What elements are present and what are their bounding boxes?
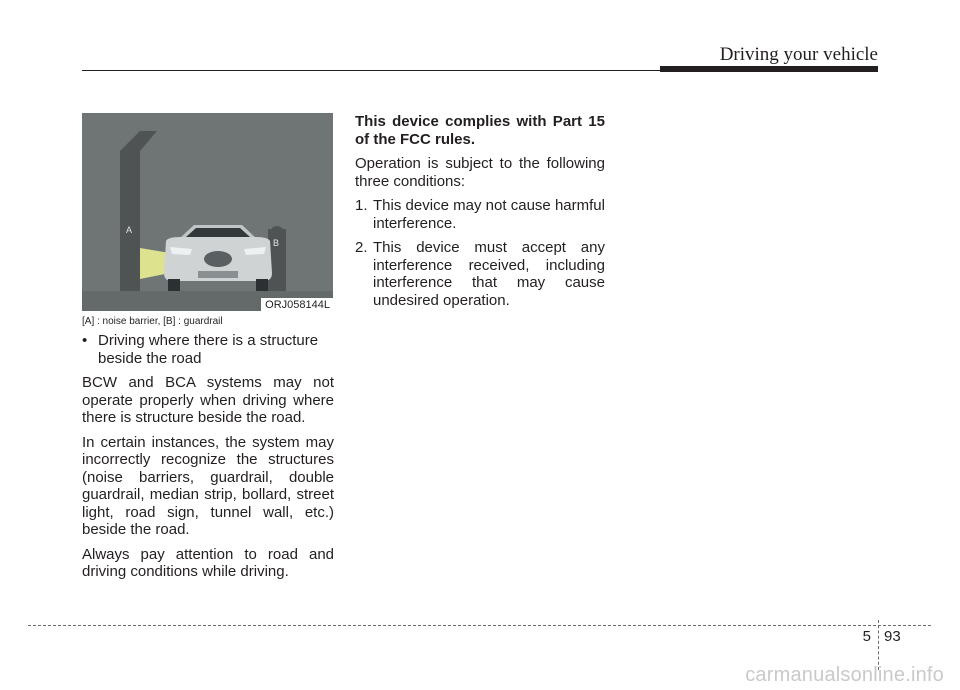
figure-caption: [A] : noise barrier, [B] : guardrail <box>82 316 223 327</box>
car-structure-illustration <box>82 113 333 311</box>
fcc-intro: Operation is subject to the following three conditions: <box>355 155 605 190</box>
right-column <box>355 113 605 316</box>
paragraph: BCW and BCA systems may not operate properly when driving where there is structure beside the road. <box>82 374 334 426</box>
list-item <box>355 239 605 309</box>
bullet-mark: • <box>82 332 88 349</box>
paragraph: In certain instances, the system may incorrectly recognize the structures (noise barriers, guardrail, double guardrail, median strip, bollard, street light, road sign, tunnel wall, etc.) beside the road. <box>82 433 334 538</box>
fcc-heading: This device complies with Part 15 of the FCC rules. <box>355 113 605 148</box>
bullet-item <box>82 332 334 367</box>
watermark: carmanualsonline.info <box>745 664 944 686</box>
running-header: Driving your vehicle <box>719 44 878 65</box>
footer-page-divider <box>878 620 879 670</box>
list-text: This device must accept any interference received, including interference that may cause undesired operation. <box>373 239 605 309</box>
header-rule-accent <box>660 66 878 72</box>
page-number: 93 <box>884 628 901 645</box>
list-number: 2. <box>355 239 368 256</box>
paragraph: Always pay attention to road and driving conditions while driving. <box>82 545 334 580</box>
illustration-figure <box>82 113 333 311</box>
list-number: 1. <box>355 197 368 214</box>
figure-code: ORJ058144L <box>261 298 333 311</box>
chapter-number: 5 <box>862 628 871 645</box>
bullet-text: Driving where there is a structure beside the road <box>98 332 319 367</box>
label-a: A <box>126 225 133 235</box>
footer-divider <box>28 625 931 626</box>
list-text: This device may not cause harmful interference. <box>373 197 605 232</box>
list-item <box>355 197 605 232</box>
left-column <box>82 332 334 588</box>
header-rule <box>82 70 662 71</box>
label-b: B <box>273 238 280 248</box>
